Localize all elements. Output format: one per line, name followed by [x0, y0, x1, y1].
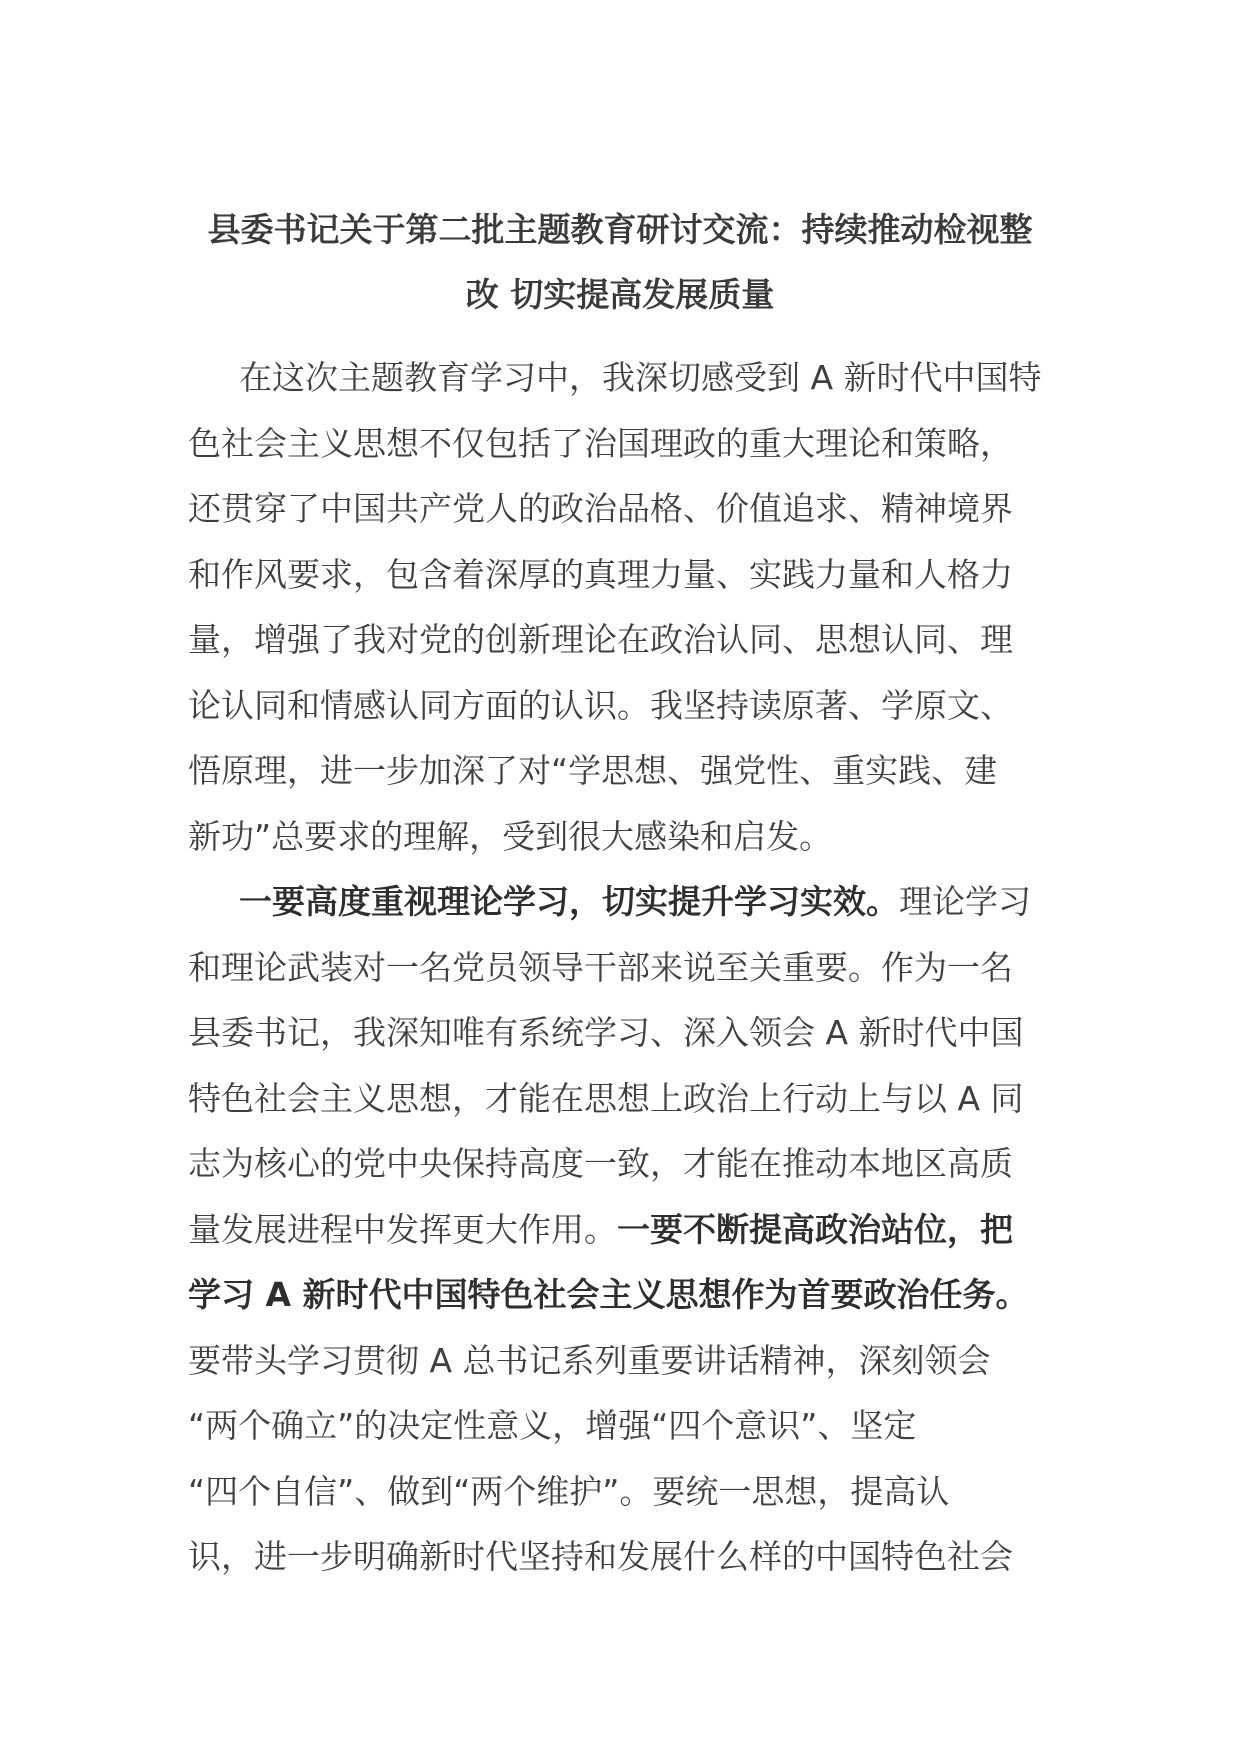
text-run: 理论学习 [899, 882, 1031, 921]
text-run: “四个自信”、做到“两个维护”。要统一思想，提高认 [188, 1471, 950, 1511]
paragraph-line [188, 935, 1054, 1001]
paragraph-line [188, 1459, 1054, 1525]
text-run: 和作风要求，包含着深厚的真理力量、实践力量和人格力 [188, 554, 1013, 594]
text-run: 论认同和情感认同方面的认识。我坚持读原著、学原文、 [188, 685, 1013, 725]
paragraph-line [188, 1328, 1054, 1394]
text-run: 识，进一步明确新时代坚持和发展什么样的中国特色社会 [188, 1537, 1013, 1576]
text-run: 悟原理，进一步加深了对“学思想、强党性、重实践、建 [188, 751, 998, 790]
paragraph-line [188, 476, 1054, 542]
text-run: 和理论武装对一名党员领导干部来说至关重要。作为一名 [188, 947, 1013, 987]
text-run: 志为核心的党中央保持高度一致，才能在推动本地区高质 [188, 1144, 1013, 1183]
text-run: 要带头学习贯彻 A 总书记系列重要讲话精神，深刻领会 [188, 1340, 991, 1380]
paragraph-line [188, 1393, 1054, 1459]
paragraph-line [188, 804, 1054, 870]
text-run: 县委书记，我深知唯有系统学习、深入领会 A 新时代中国 [188, 1013, 1024, 1052]
text-run: 还贯穿了中国共产党人的政治品格、价值追求、精神境界 [188, 489, 1013, 528]
paragraph [188, 345, 1054, 869]
document-body [188, 345, 1054, 1590]
bold-text-run: 一要高度重视理论学习，切实提升学习实效。 [239, 882, 899, 921]
paragraph [188, 869, 1054, 1590]
paragraph-line [188, 1262, 1054, 1328]
title-line: 改 切实提高发展质量 [465, 275, 775, 314]
paragraph-line [188, 1000, 1054, 1066]
document-title [170, 197, 1070, 327]
paragraph-line [188, 869, 1054, 935]
text-run: 特色社会主义思想，才能在思想上政治上行动上与以 A 同 [188, 1078, 1024, 1118]
text-run: 色社会主义思想不仅包括了治国理政的重大理论和策略， [188, 423, 1013, 463]
paragraph-line [188, 1131, 1054, 1197]
paragraph-line [188, 673, 1054, 739]
paragraph-line [188, 738, 1054, 804]
paragraph-line [188, 607, 1054, 673]
bold-text-run: 学习 A 新时代中国特色社会主义思想作为首要政治任务。 [188, 1275, 1029, 1314]
paragraph-line [188, 1524, 1054, 1590]
paragraph-line [188, 345, 1054, 411]
paragraph-line [188, 411, 1054, 477]
text-run: 在这次主题教育学习中，我深切感受到 A 新时代中国特 [239, 358, 1042, 397]
title-line: 县委书记关于第二批主题教育研讨交流：持续推动检视整 [207, 210, 1033, 249]
text-run: 量，增强了我对党的创新理论在政治认同、思想认同、理 [188, 620, 1013, 659]
text-run: “两个确立”的决定性意义，增强“四个意识”、坚定 [188, 1406, 917, 1445]
text-run: 新功”总要求的理解，受到很大感染和启发。 [188, 816, 833, 856]
paragraph-line [188, 1197, 1054, 1263]
paragraph-line [188, 542, 1054, 608]
paragraph-line [188, 1066, 1054, 1132]
text-run: 量发展进程中发挥更大作用。 [188, 1209, 617, 1249]
bold-text-run: 一要不断提高政治站位，把 [617, 1209, 1013, 1249]
